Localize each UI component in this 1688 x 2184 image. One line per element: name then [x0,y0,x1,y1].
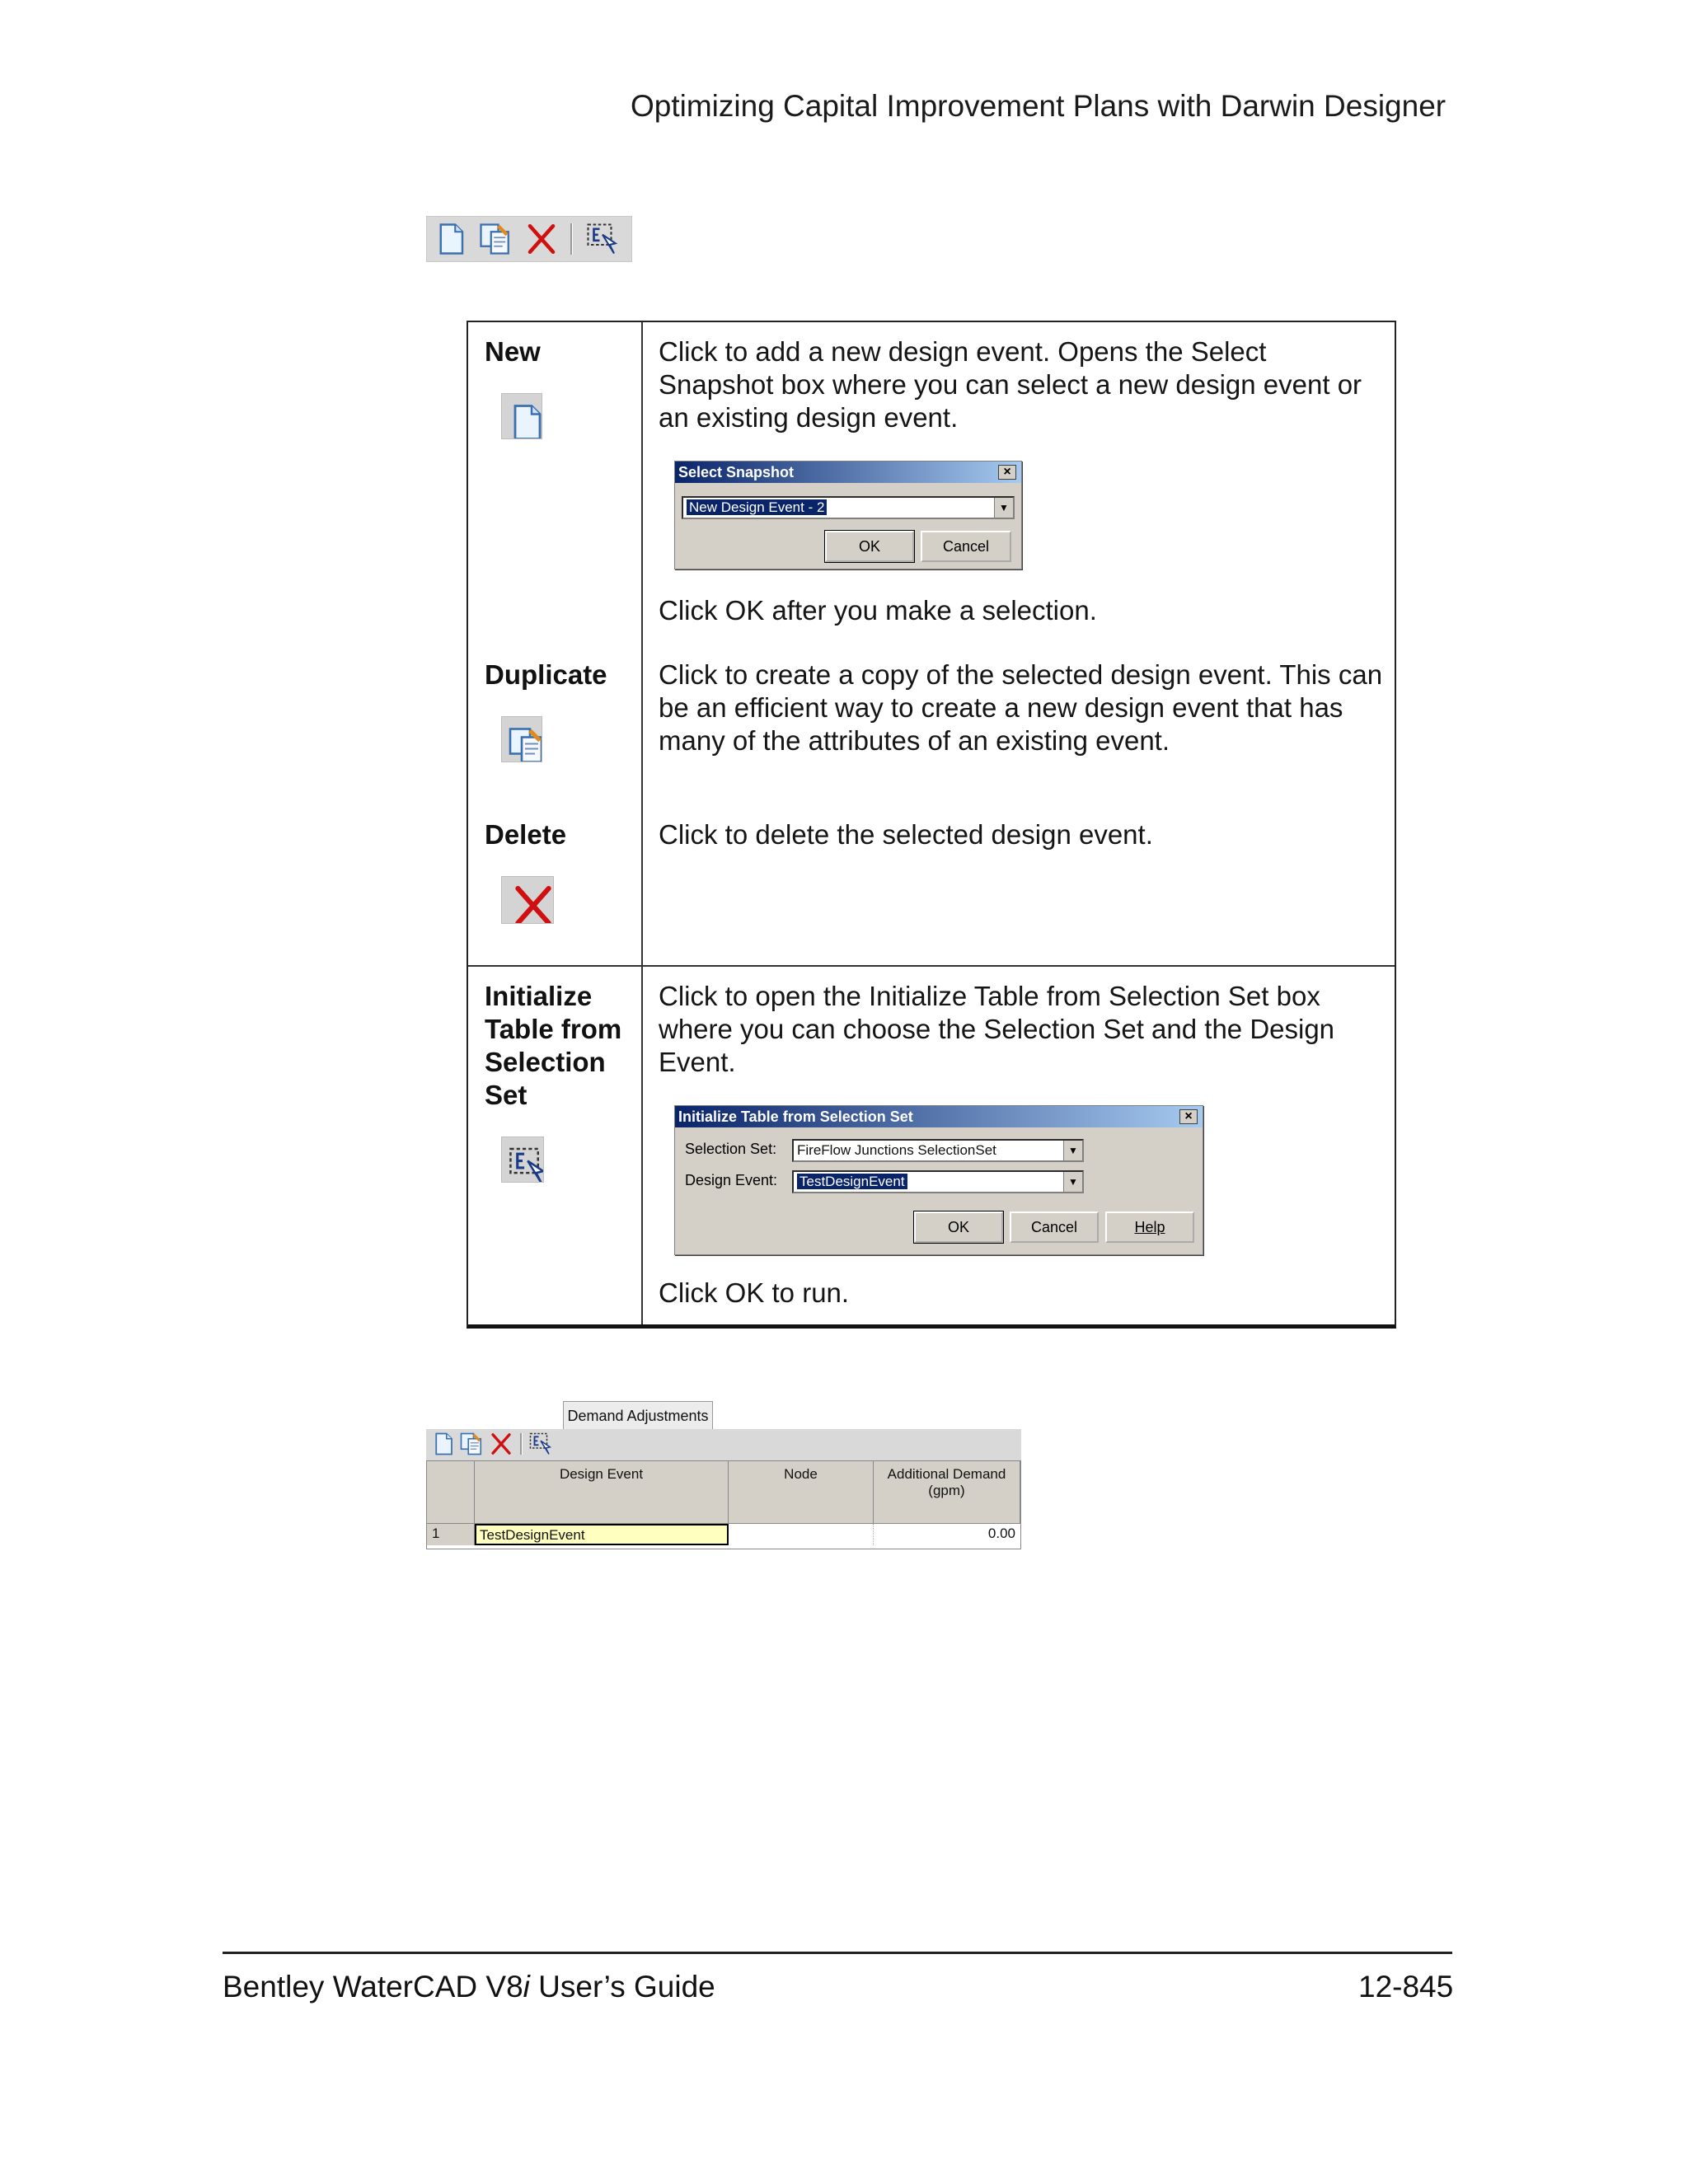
tab-demand-adjustments[interactable]: Demand Adjustments [563,1401,713,1430]
button-description-table [467,321,1396,1329]
chevron-down-icon[interactable]: ▼ [994,498,1013,518]
delete-icon [501,876,554,924]
label-delete: Delete [485,819,567,850]
duplicate-icon[interactable] [459,1432,484,1456]
cancel-button[interactable]: Cancel [1010,1212,1099,1243]
label-duplicate: Duplicate [485,659,607,690]
column-header-node[interactable]: Node [729,1461,874,1524]
delete-icon[interactable] [489,1432,513,1456]
toolbar-separator [570,223,573,255]
description-duplicate: Click to create a copy of the selected design event. This can be an efficient way to create a new design event that has many of the attributes of an existing event. [659,659,1383,756]
new-icon[interactable] [431,1432,456,1456]
chevron-down-icon[interactable]: ▼ [1063,1141,1082,1160]
description-new: Click to add a new design event. Opens the Select Snapshot box where you can select a new design event or an existing design event. [659,336,1362,433]
design-event-select[interactable]: TestDesignEvent ▼ [792,1170,1084,1193]
snapshot-select[interactable]: New Design Event - 2 ▼ [682,496,1015,519]
footer-rule [223,1952,1452,1954]
design-event-label: Design Event: [685,1172,778,1188]
new-icon[interactable] [434,222,468,256]
selection-set-select[interactable]: FireFlow Junctions SelectionSet ▼ [792,1139,1084,1162]
page-header: Optimizing Capital Improvement Plans with Darwin Designer [631,89,1447,123]
initialize-table-dialog [674,1105,1203,1255]
row-header-corner [427,1461,475,1524]
column-header-design-event[interactable]: Design Event [475,1461,729,1524]
demand-adjustments-screenshot [426,1401,1021,1549]
row-divider [468,965,1395,967]
duplicate-icon[interactable] [478,222,513,256]
chevron-down-icon[interactable]: ▼ [1063,1172,1082,1192]
initialize-table-icon [501,1137,544,1183]
dialog-title: Select Snapshot [675,462,1021,483]
additional-demand-cell[interactable]: 0.00 [987,1526,1015,1541]
initialize-after-text: Click OK to run. [659,1277,850,1308]
toolbar-separator [520,1433,523,1455]
cancel-button[interactable]: Cancel [921,531,1011,562]
help-button[interactable]: Help [1105,1212,1194,1243]
footer-guide-title: Bentley WaterCAD V8i User’s Guide [223,1970,715,2004]
page-number: 12-845 [1358,1970,1454,2004]
initialize-table-icon[interactable] [585,222,620,256]
ok-button[interactable]: OK [825,531,914,562]
label-initialize-table: Initialize Table from Selection Set [485,981,622,1110]
dialog-title: Initialize Table from Selection Set [675,1106,1203,1127]
close-icon[interactable]: × [998,465,1016,480]
description-delete: Click to delete the selected design event. [659,819,1153,850]
column-header-additional-demand[interactable]: Additional Demand (gpm) [874,1461,1020,1524]
description-initialize-table: Click to open the Initialize Table from Selection Set box where you can choose the Selection Set and the Design Event. [659,981,1335,1077]
new-icon [501,393,542,439]
delete-icon[interactable] [524,222,559,256]
select-snapshot-dialog [674,461,1022,569]
demand-adjustments-grid [426,1460,1021,1549]
ok-button[interactable]: OK [914,1212,1003,1243]
design-event-cell[interactable]: TestDesignEvent [475,1524,729,1545]
row-index[interactable]: 1 [427,1524,475,1545]
label-new: New [485,336,541,367]
node-cell[interactable] [729,1524,874,1545]
duplicate-icon [501,716,542,762]
design-event-toolbar [426,216,632,262]
grid-toolbar [426,1429,1021,1460]
initialize-table-icon[interactable] [528,1432,553,1456]
close-icon[interactable]: × [1179,1109,1198,1124]
selection-set-label: Selection Set: [685,1141,777,1157]
column-divider [641,322,643,1324]
new-after-text: Click OK after you make a selection. [659,595,1097,626]
